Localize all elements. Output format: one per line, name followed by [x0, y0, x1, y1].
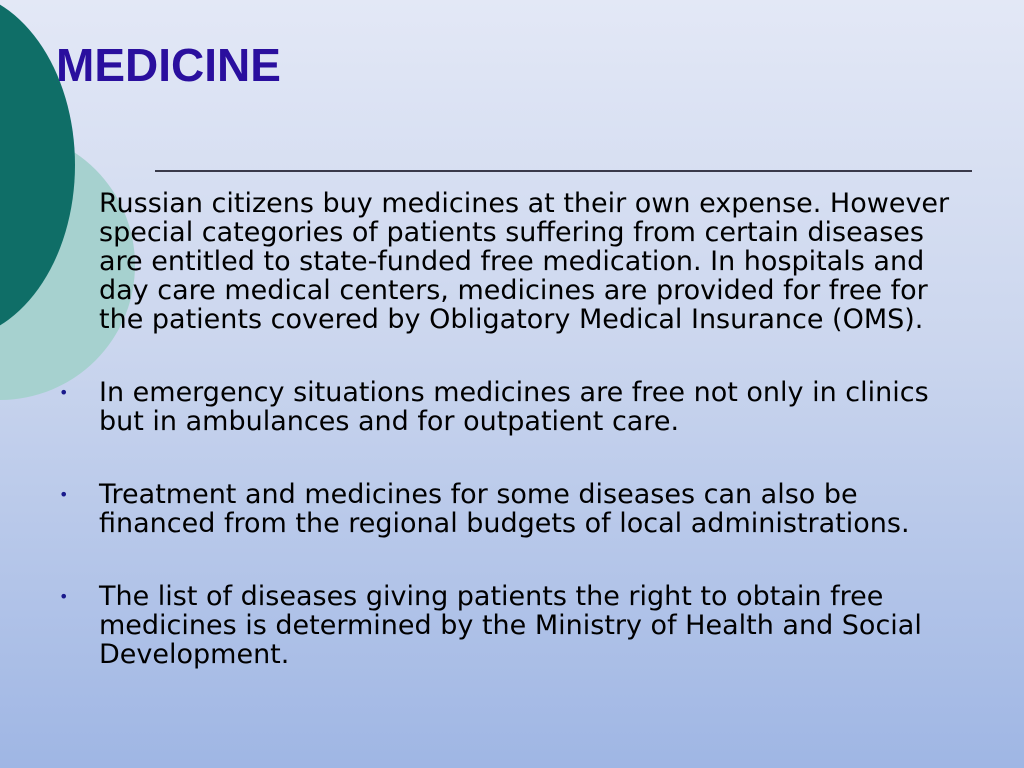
- slide-body: [59, 188, 959, 713]
- bullet-marker: •: [59, 383, 69, 402]
- intro-paragraph: Russian citizens buy medicines at their own expense. However special categories of patients suffering from certain diseases are entitled to state-funded free medication. In hospitals and day care medical centers, medicines are provided for free for the patients covered by Obligatory Medical Insurance (OMS).: [99, 188, 950, 335]
- title-divider: [155, 170, 972, 172]
- bullet-text: The list of diseases giving patients the right to obtain free medicines is determined by the Ministry of Health and Social Development.: [99, 581, 922, 670]
- bullet-item-2: [59, 479, 959, 539]
- bullet-marker: •: [59, 587, 69, 606]
- bullet-item-1: [59, 377, 959, 437]
- slide-title: MEDICINE: [56, 39, 281, 91]
- bullet-text: In emergency situations medicines are free not only in clinics but in ambulances and for outpatient care.: [99, 377, 929, 437]
- bullet-text: Treatment and medicines for some diseases can also be financed from the regional budgets of local administrations.: [99, 479, 910, 539]
- bullet-item-3: [59, 581, 959, 670]
- bullet-marker: •: [59, 485, 69, 504]
